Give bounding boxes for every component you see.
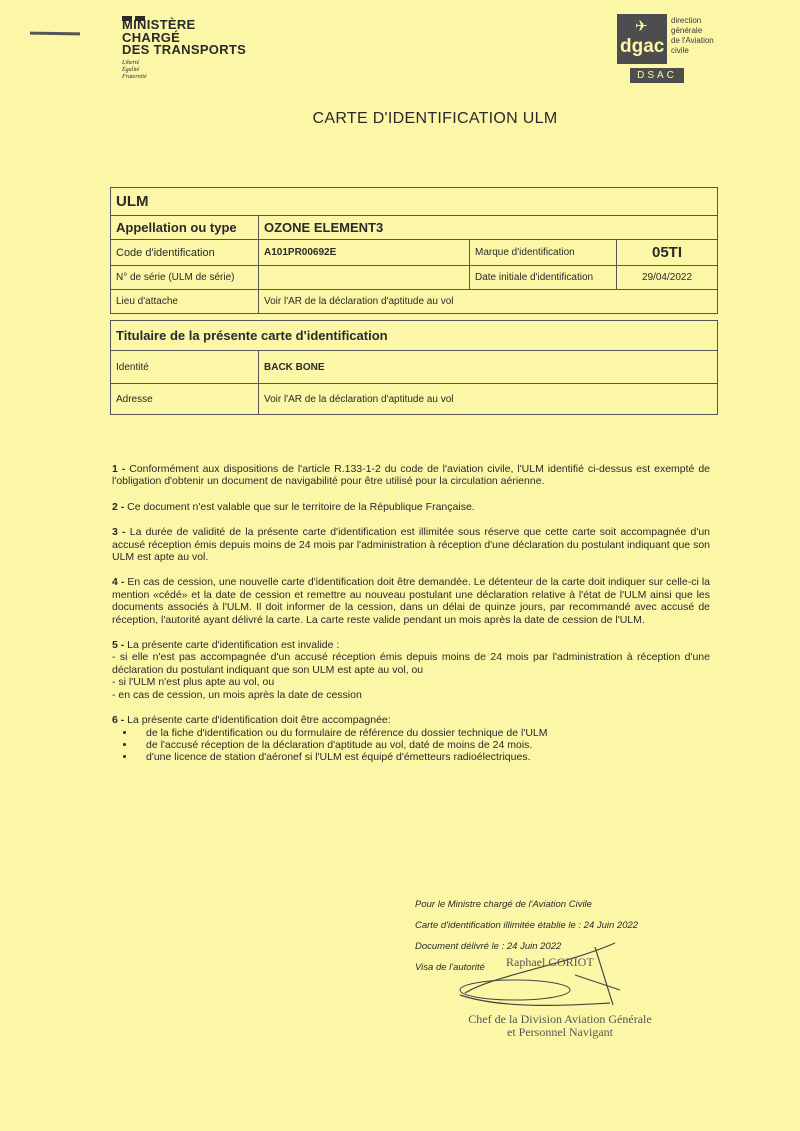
clause-6-list <box>112 727 710 764</box>
signer-title: Chef de la Division Aviation Générale et Personnel Navigant <box>468 1012 652 1039</box>
scan-mark <box>30 32 80 36</box>
clause-2: 2 - Ce document n'est valable que sur le territoire de la République Française. <box>112 500 475 513</box>
clause-5: 5 - La présente carte d'identification est invalide : - si elle n'est pas accompagnée d'un accusé réception émis depuis moins de 24 mois par l'administration à réception d'une déclaration du postulant indiquant que son ULM est apte au vol, ou - si l'ULM n'est plus apte au vol, ou - en cas de cession, un mois après la date de cession <box>112 639 710 701</box>
list-item: • de la fiche d'identification ou du formulaire de référence du dossier technique de l'ULM <box>136 727 710 739</box>
dsac-badge: DSAC <box>630 68 684 83</box>
appellation-value: OZONE ELEMENT3 <box>259 216 718 240</box>
marque-label: Marque d'identification <box>470 240 617 266</box>
clause-3: 3 - La durée de validité de la présente carte d'identification est illimitée sous réserve que cette carte soit accompagnée d'un accusé réception émis depuis moins de 24 mois par l'administration à réception d'une déclaration du postulant indiquant que son ULM est apte au vol. <box>112 526 711 564</box>
serie-label: N° de série (ULM de série) <box>111 266 259 290</box>
titulaire-table <box>110 320 718 415</box>
list-item: • d'une licence de station d'aéronef si l'ULM est équipé d'émetteurs radioélectriques. <box>136 751 710 763</box>
clause-4: 4 - En cas de cession, une nouvelle carte d'identification doit être demandée. Le détenteur de la carte doit indiquer sur celle-ci la mention «cédé» et la date de cession et remettre au nouveau postulant une déclaration relative à l'état de l'ULM ainsi que les documents associés à l'ULM. Il doit informer de la cession, dans un délai de quinze jours, par recommandé avec accusé de réception, l'autorité ayant délivré la carte. La carte reste valide pendant un mois après la date de cession de l'ULM. <box>112 576 710 626</box>
clause-1: 1 - Conformément aux dispositions de l'article R.133-1-2 du code de l'aviation civile, l'ULM identifié ci-dessus est exempté de l'obligation d'obtenir un document de navigabilité pour être utilisé pour la circulation aérienne. <box>112 463 710 488</box>
marque-value: 05TI <box>617 240 718 266</box>
clauses <box>112 463 710 764</box>
ulm-table <box>110 187 718 314</box>
code-label: Code d'identification <box>111 240 259 266</box>
appellation-label: Appellation ou type <box>111 216 259 240</box>
bird-icon: ✈ <box>635 18 648 35</box>
adresse-label: Adresse <box>111 384 259 415</box>
dgac-fullname: direction générale de l'Aviation civile <box>671 16 714 55</box>
handwritten-signature <box>455 935 635 1010</box>
clause-6: 6 - La présente carte d'identification doit être accompagnée: <box>112 714 391 727</box>
republic-motto: Liberté Égalité Fraternité <box>122 60 147 80</box>
date-label: Date initiale d'identification <box>470 266 617 290</box>
signer-name: Raphael GORIOT <box>506 955 594 969</box>
republic-flag-mark <box>122 8 152 14</box>
code-value: A101PR00692E <box>259 240 470 266</box>
ministry-name: MINISTÈRE CHARGÉ DES TRANSPORTS <box>122 17 247 57</box>
dgac-logo: ✈ dgac <box>617 14 667 64</box>
serie-value <box>259 266 470 290</box>
lieu-label: Lieu d'attache <box>111 290 259 314</box>
date-value: 29/04/2022 <box>617 266 718 290</box>
titulaire-section-title: Titulaire de la présente carte d'identification <box>111 321 718 351</box>
page-title: CARTE D'IDENTIFICATION ULM <box>312 110 558 127</box>
identite-label: Identité <box>111 351 259 384</box>
ulm-section-title: ULM <box>111 188 718 216</box>
signature-block: Pour le Ministre chargé de l'Aviation Civile Carte d'identification illimitée établie le : 24 Juin 2022 Document délivré le : 24 Juin 2022 Visa de l'autorité <box>415 899 639 973</box>
adresse-value: Voir l'AR de la déclaration d'aptitude au vol <box>259 384 718 415</box>
identite-value: BACK BONE <box>259 351 718 384</box>
lieu-value: Voir l'AR de la déclaration d'aptitude au vol <box>259 290 718 314</box>
list-item: • de l'accusé réception de la déclaration d'aptitude au vol, daté de moins de 24 mois. <box>136 739 710 751</box>
